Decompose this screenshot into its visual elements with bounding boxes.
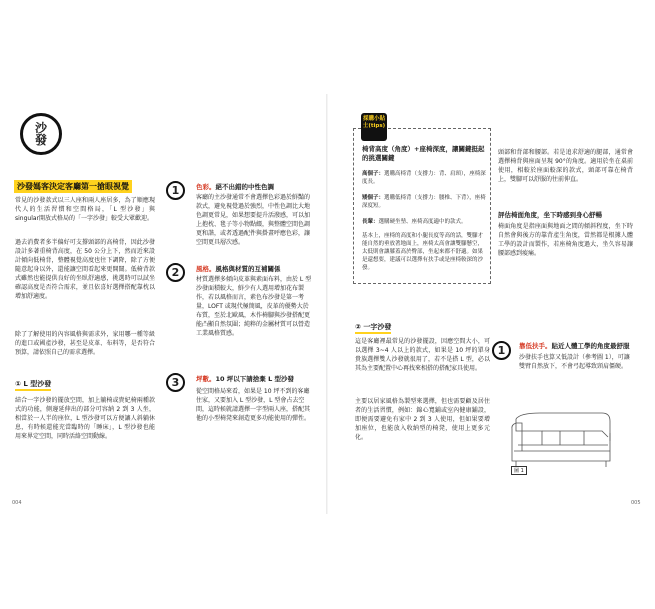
tips-row-tall-text: 選購高椅背（支撐力：背、肩頸），座椅深度長。 [362,171,486,185]
item2-title-emphasis: 風格。 [196,265,216,273]
item1-title [196,182,320,191]
tips-row-tall-label: 高個子： [362,171,385,177]
tips-row-short-text: 選購低椅背（支撐力：腰椎、下背），座椅深度短。 [362,195,486,209]
tips-title: 椅背高度（角度）+座椅深度，讓關鍵挺起的挑選關鍵 [362,145,485,162]
item2-number: 2 [166,263,185,282]
section2-number: ② [355,323,361,331]
right-subheading: 評估椅面角度，坐下時感到身心舒暢 [498,211,602,219]
item2-title [196,264,320,273]
item2-body: 材質選擇多傾向皮革與素面布料，由於 L 型沙發面積較大，鮮少有人選用增加花布製作，若以風格而言，素色布沙發是第一考量，LOFT 或現代極簡風，皮革的優勢大於布質，至於北歐風，木作椅腳與沙發搭配更能凸顯自然氛圍；純粹的金屬材質可以營造工業風格質感。 [196,276,312,337]
item3-title-emphasis: 坪數。 [196,375,216,383]
page-heading: 沙發媽客決定客廳第一搶眼視覺 [14,180,132,193]
section1-number: ① [15,380,21,388]
tips-row-elder [362,218,487,226]
right-item-number: 1 [492,341,511,360]
page-number-left: 004 [12,500,22,506]
figure-label: 圖 1 [511,466,527,475]
item3-title [196,374,320,383]
right-item-title-emphasis: 靠低扶手。 [519,342,552,350]
item2-title-text: 風格與材質的互補關係 [215,265,281,273]
page-number-right: 005 [631,500,641,506]
tips-row-short-label: 矮個子： [362,195,385,201]
section1-paragraph: 結合一字沙發的擺放空間，加上躺椅或貴妃椅兩種款式的功能，側邊延伸出的部分可容納 2 到 3 人坐，相當於一人半的座位，L 型沙發可以方便讓人斜躺休息，有時候還能充當臨時的「睡床」，L 型沙發也能用來界定空間，同時活絡空間動線。 [15,397,155,440]
item1-title-emphasis: 色彩。 [196,183,216,191]
intro-paragraph-2: 過去消費者多半偏好可支撐頭部的高椅背，因此沙發設計多著重椅背高度，在 50 公分上下，然而近來設計傾向低椅背，整體視覺高度也往下調降，除了方便隨意起身以外，還能讓空間看起來更開闊。低椅背款式雖然也能提供良好的坐臥舒適感，挑選時可以試坐確認高度是否符合需求，並且依喜好選擇搭配靠枕以增加舒適度。 [15,239,155,300]
right-item-title-text: 貼近人體工學的角度最舒服 [551,342,630,350]
section2-paragraph-2: 主要以居家風格為製型來選擇，但也需要顧及居住者的生活習慣，例如：錦心寬鋪或室內健康鋪設，即便需要避免有家中 2 到 3 人使用，但如果要增加座位，也能放入收納型的椅凳，使用上更多元化。 [355,398,490,441]
item1-body: 客廳的主沙發通常不會選擇色彩過於鮮豔的款式，避免視覺過於強烈，中性色調比大地色調更常見，如果想要提升活潑感，可以加上抱枕、毯子等小物點綴，與整體空間色調更和諧，或者透過配件與掛畫呼應色彩，讓空間更具層次感。 [196,194,311,246]
tips-row-short [362,194,487,210]
tips-extra: 基本上，座椅的高度和小腿長度等高的話，雙腳才能自然的垂放著地面上，座椅太高會讓雙腳懸空，太低則會讓膝蓋高於臀部，坐起來都不舒適。如果是還想要，建議可以選擇有扶手或是座椅較深的沙發。 [362,233,484,271]
item1-number: 1 [166,181,185,200]
tips-row-tall [362,170,487,186]
right-top-paragraph: 頭部和背部和腰部。若是追求舒適的腿部，通常會選擇椅背與座面呈現 90°的角度。適用於坐在桌前使用，相較於座面較深的款式，頭部可靠在椅背上，雙腳可以舒服的往前伸直。 [498,149,633,183]
chapter-badge [20,113,62,155]
section2-heading [355,322,391,334]
intro-paragraph-1: 常見的沙發款式以三人座和兩人座居多，為了順應現代人的生活習慣和空間格局，「L 型沙發」與singular開放式格局的「一字沙發」較受大眾歡迎。 [15,197,155,222]
item1-title-text: 絕不出錯的中性色調 [215,183,274,191]
page-gutter [326,94,328,514]
item3-body: 從空間格局來看，如果是 10 坪不到的客廳住家，又要加入 L 型沙發，L 型會占去空間，這時候就請選擇一字型兩人座，搭配其他的小型椅凳來創造更多功能使用的彈性。 [196,388,311,422]
right-item-title [519,341,639,350]
chapter-title: 沙發 [34,121,47,147]
intro-paragraph-3: 除了了解使用的內容風格與需求外，家用哪一種等級的進口或國產沙發，甚至是皮革、布料等，是否符合預算，請依照自己的需求選擇。 [15,331,155,356]
item3-number: 3 [166,373,185,392]
tips-row-elder-label: 長輩： [362,219,379,225]
section2-title: 一字沙發 [363,323,392,331]
item3-title-text: 10 坪以下請捨棄 L 型沙發 [215,375,294,383]
right-item-body: 沙發扶手也算又低設計（參考圖 1），可讓雙臂自然放下，不會弓起導致頸肩僵硬。 [519,354,630,370]
right-top-paragraph-2: 椅面角度是指座面與地面之間的傾斜程度，坐下時自然會與後方的靠背產生角度，當然都是根據人體工學的設計而製作，若座椅角度過大，坐久容易讓腰部感到痠痛。 [498,223,633,257]
section1-title: L 型沙發 [23,380,52,388]
tips-row-elder-text: 選購硬坐墊、座椅高度適中的款式。 [378,219,467,225]
section1-heading [15,379,51,391]
tips-badge: 採購小貼士(tips) [361,113,387,141]
section2-paragraph-1: 這是客廳裡最常見的沙發擺設，因應空間大小，可以選擇 3~4 人以上的款式，如果是 10 坪的單身貴族選擇雙人沙發就很用了，若不是搭 L 型，必以其為主要配置中心再找來相搭的搭配家具使用。 [355,338,490,372]
